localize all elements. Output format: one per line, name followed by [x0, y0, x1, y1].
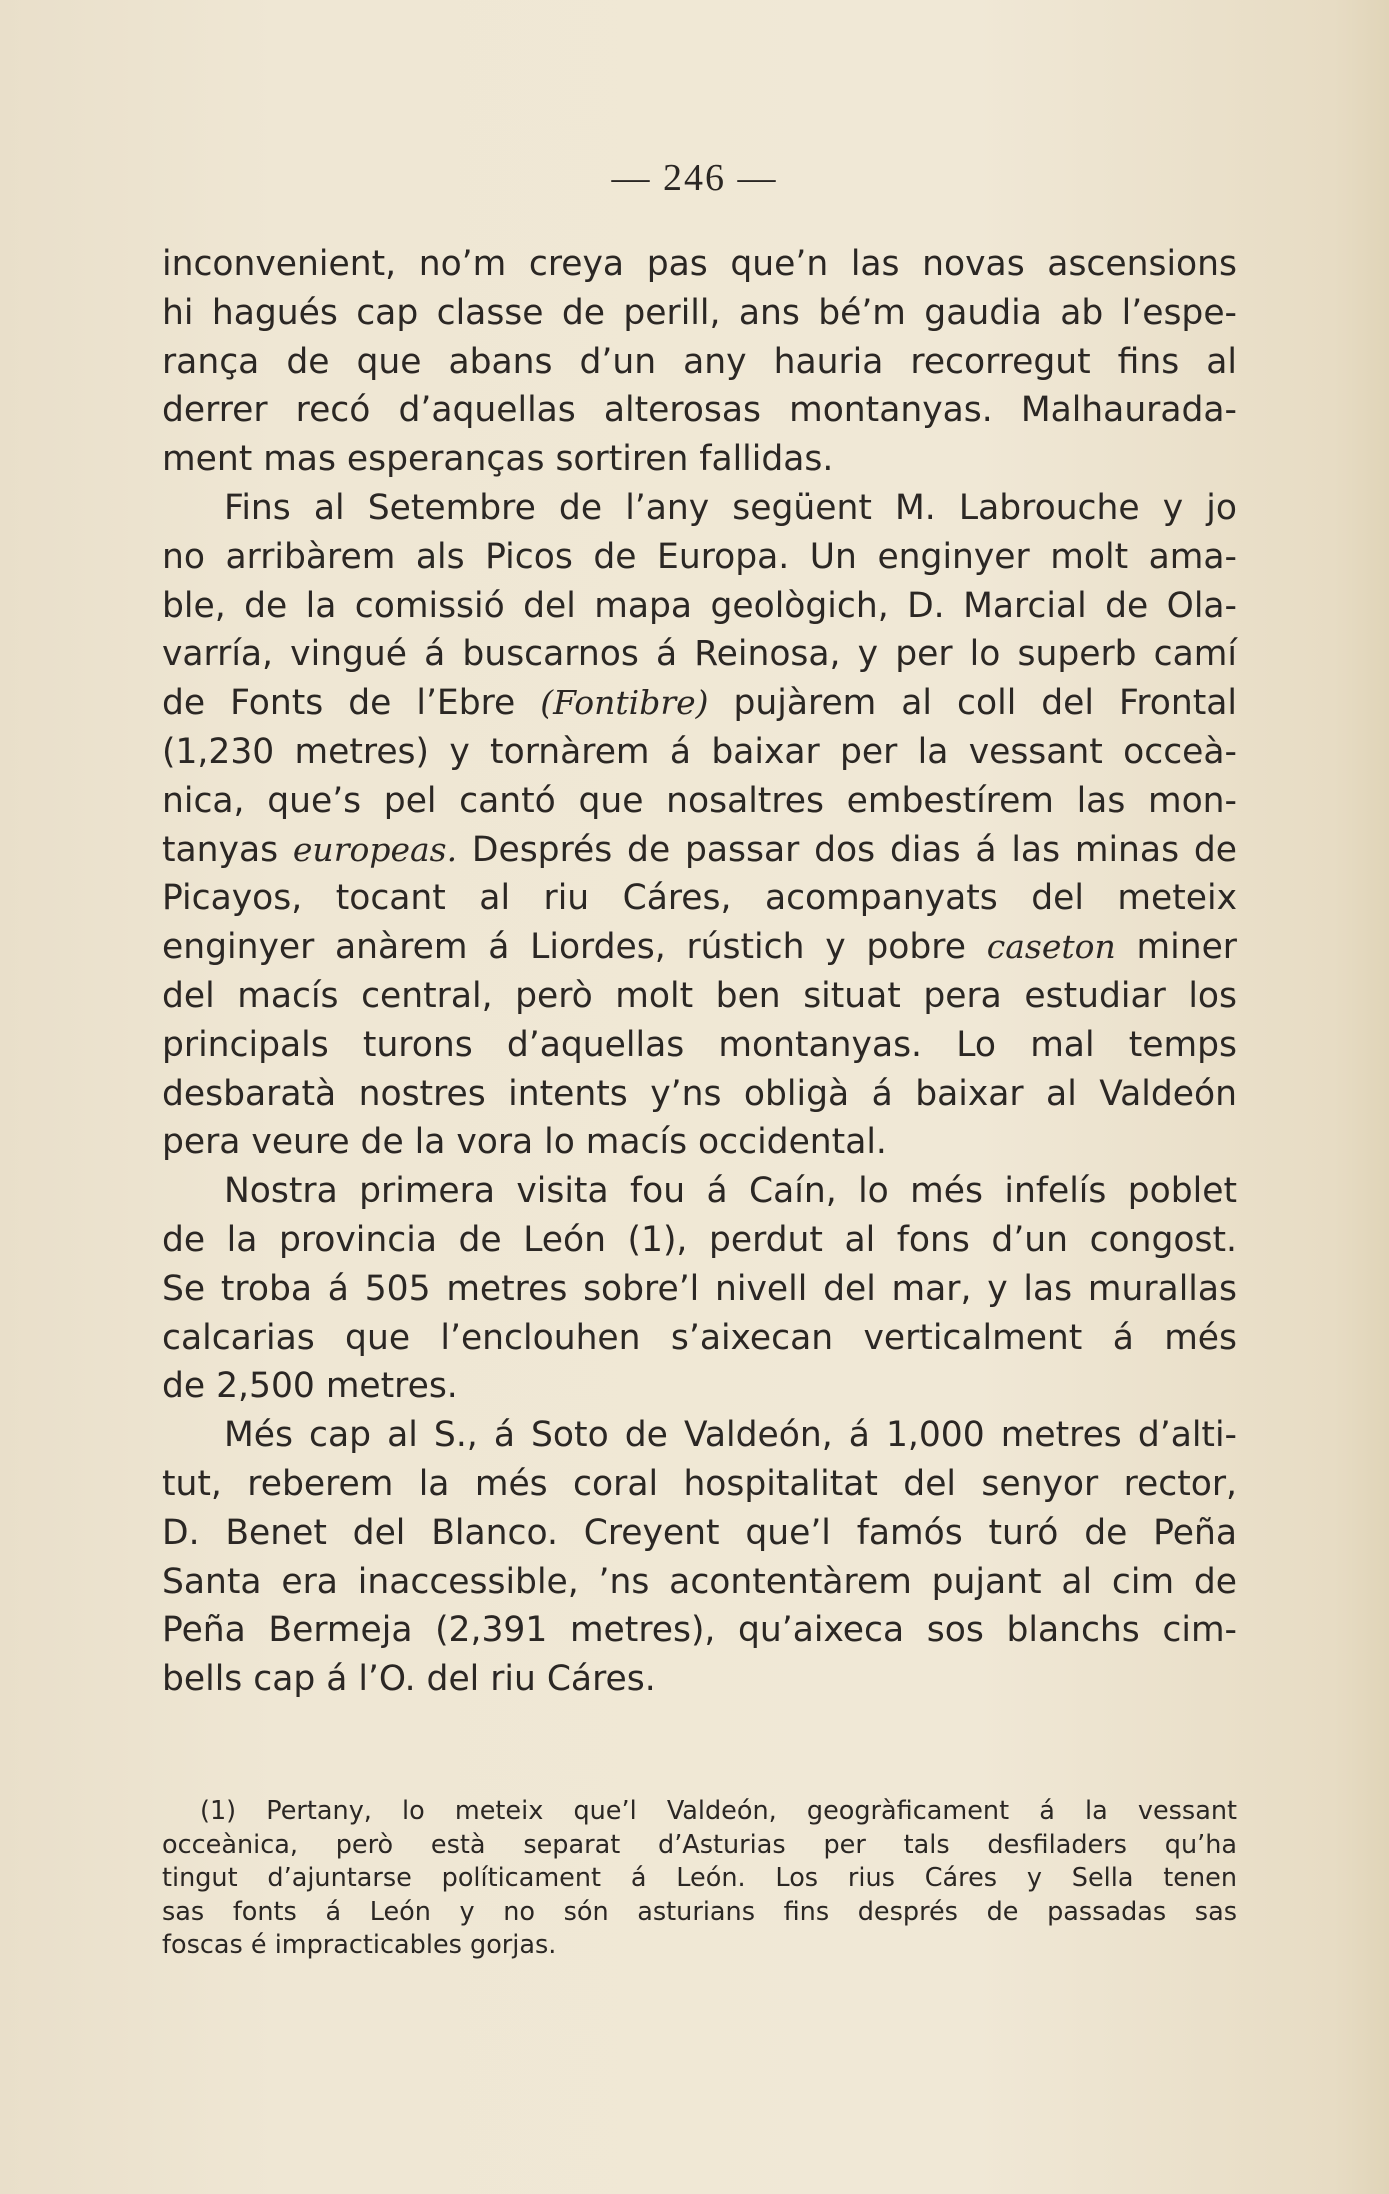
text-line: inconvenient, no’m creya pas que’n las novas ascensions: [162, 244, 1237, 284]
italic-text: europeas.: [292, 829, 458, 869]
text-line: bells cap á l’O. del riu Cáres.: [162, 1659, 656, 1700]
text-line: (1,230 metres) y tornàrem á baixar per la vessant occeà-: [162, 731, 1237, 772]
text-line: Picayos, tocant al riu Cáres, acompanyats del meteix: [162, 878, 1237, 919]
text-line: rança de que abans d’un any hauria recorregut fins al: [162, 341, 1237, 382]
main-text: [162, 240, 1237, 1704]
paragraph-2: [162, 484, 1237, 1167]
text-segment: Després de passar dos dias á las minas de: [457, 829, 1237, 870]
footnote-line: occeànica, però està separat d’Asturias per tals desfiladers qu’ha: [162, 1829, 1237, 1860]
footnote-line: tingut d’ajuntarse políticament á León. Los rius Cáres y Sella tenen: [162, 1863, 1237, 1893]
page-number: — 246 —: [611, 157, 778, 199]
text-line: tut, reberem la més coral hospitalitat del senyor rector,: [162, 1463, 1237, 1504]
text-line: Santa era inaccessible, ’ns acontentàrem pujant al cim de: [162, 1561, 1237, 1602]
text-line: ment mas esperanças sortiren fallidas.: [162, 439, 834, 480]
text-line: D. Benet del Blanco. Creyent que’l famós turó de Peña: [162, 1512, 1237, 1553]
text-line: no arribàrem als Picos de Europa. Un enginyer molt ama-: [162, 536, 1237, 577]
footnote-line: (1) Pertany, lo meteix que’l Valdeón, geogràficament á la vessant: [200, 1796, 1237, 1826]
text-segment: enginyer anàrem á Liordes, rústich y pobre: [162, 927, 987, 968]
text-segment: tanyas: [162, 829, 293, 870]
text-line: [162, 923, 1237, 972]
italic-text: caseton: [986, 927, 1116, 967]
text-line: desbaratà nostres intents y’ns obligà á baixar al Valdeón: [162, 1073, 1237, 1114]
text-line: varría, vingué á buscarnos á Reinosa, y per lo superb camí: [162, 634, 1237, 675]
text-line: [162, 826, 1237, 875]
italic-text: (Fontibre): [540, 683, 709, 723]
paragraph-1: [162, 240, 1237, 484]
text-line: pera veure de la vora lo macís occidental.: [162, 1122, 887, 1163]
footnote: [162, 1795, 1237, 1963]
text-segment: miner: [1115, 927, 1237, 968]
text-line: Peña Bermeja (2,391 metres), qu’aixeca sos blanchs cim-: [162, 1610, 1237, 1651]
text-line: Se troba á 505 metres sobre’l nivell del mar, y las murallas: [162, 1268, 1237, 1309]
text-segment: de Fonts de l’Ebre: [162, 683, 541, 724]
text-line: calcarias que l’enclouhen s’aixecan verticalment á més: [162, 1317, 1237, 1358]
text-line: Més cap al S., á Soto de Valdeón, á 1,000 metres d’alti-: [224, 1415, 1237, 1456]
text-line: de 2,500 metres.: [162, 1366, 458, 1407]
footnote-line: sas fonts á León y no són asturians fins després de passadas sas: [162, 1896, 1237, 1927]
paragraph-4: [162, 1411, 1237, 1704]
text-line: de la provincia de León (1), perdut al fons d’un congost.: [162, 1219, 1237, 1260]
text-line: ble, de la comissió del mapa geològich, D. Marcial de Ola-: [162, 585, 1237, 626]
text-line: principals turons d’aquellas montanyas. Lo mal temps: [162, 1024, 1237, 1065]
text-line: derrer recó d’aquellas alterosas montanyas. Malhaurada-: [162, 390, 1237, 431]
paragraph-3: [162, 1167, 1237, 1411]
footnote-line: foscas é impracticables gorjas.: [162, 1930, 557, 1960]
text-line: Fins al Setembre de l’any següent M. Labrouche y jo: [224, 487, 1237, 528]
text-line: del macís central, però molt ben situat pera estudiar los: [162, 975, 1237, 1016]
text-line: [162, 679, 1237, 728]
text-line: Nostra primera visita fou á Caín, lo més infelís poblet: [224, 1171, 1237, 1212]
text-line: nica, que’s pel cantó que nosaltres embestírem las mon-: [162, 780, 1237, 821]
text-segment: pujàrem al coll del Frontal: [708, 683, 1237, 724]
text-line: hi hagués cap classe de perill, ans bé’m gaudia ab l’espe-: [162, 292, 1237, 333]
